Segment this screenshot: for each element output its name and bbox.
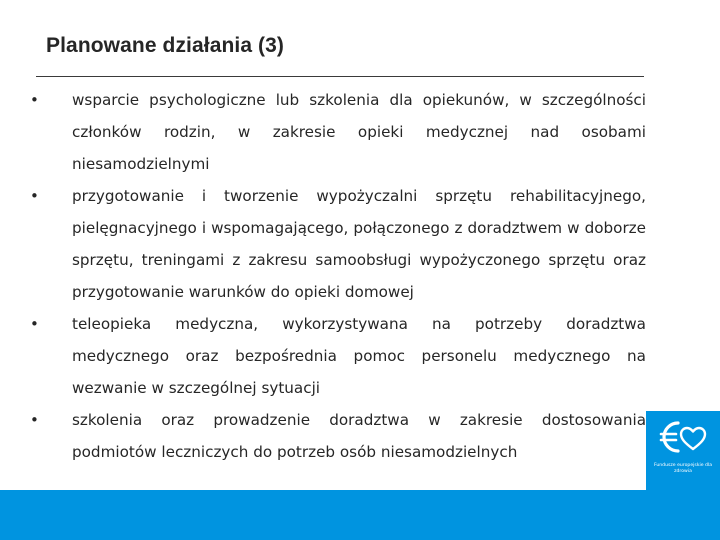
bullet-marker: •	[30, 315, 39, 333]
title-divider	[36, 76, 644, 77]
bullet-item	[30, 308, 646, 404]
bullet-marker: •	[30, 91, 39, 109]
euro-heart-icon	[656, 417, 710, 457]
bullet-text: szkolenia oraz prowadzenie doradztwa w zakresie dostosowania podmiotów leczniczych do potrzeb osób niesamodzielnych	[72, 411, 646, 461]
bullet-item	[30, 404, 646, 468]
logo-badge	[646, 411, 720, 490]
bullet-item	[30, 84, 646, 180]
bullet-item	[30, 180, 646, 308]
footer-bar	[0, 490, 720, 540]
bullet-text: wsparcie psychologiczne lub szkolenia dla opiekunów, w szczególności członków rodzin, w zakresie opieki medycznej nad osobami niesamodzielnymi	[72, 91, 646, 173]
slide-title: Planowane działania (3)	[46, 34, 285, 57]
bullet-text: teleopieka medyczna, wykorzystywana na potrzeby doradztwa medycznego oraz bezpośrednia pomoc personelu medycznego na wezwanie w szczególnej sytuacji	[72, 315, 646, 397]
logo-caption: Fundusze europejskie dla zdrowia	[653, 463, 713, 474]
bullet-marker: •	[30, 187, 39, 205]
bullet-list	[30, 84, 646, 468]
bullet-text: przygotowanie i tworzenie wypożyczalni sprzętu rehabilitacyjnego, pielęgnacyjnego i wspomagającego, połączonego z doradztwem w doborze sprzętu, treningami z zakresu samoobsługi wypożyczonego sprzętu oraz przygotowanie warunków do opieki domowej	[72, 187, 646, 301]
bullet-marker: •	[30, 411, 39, 429]
